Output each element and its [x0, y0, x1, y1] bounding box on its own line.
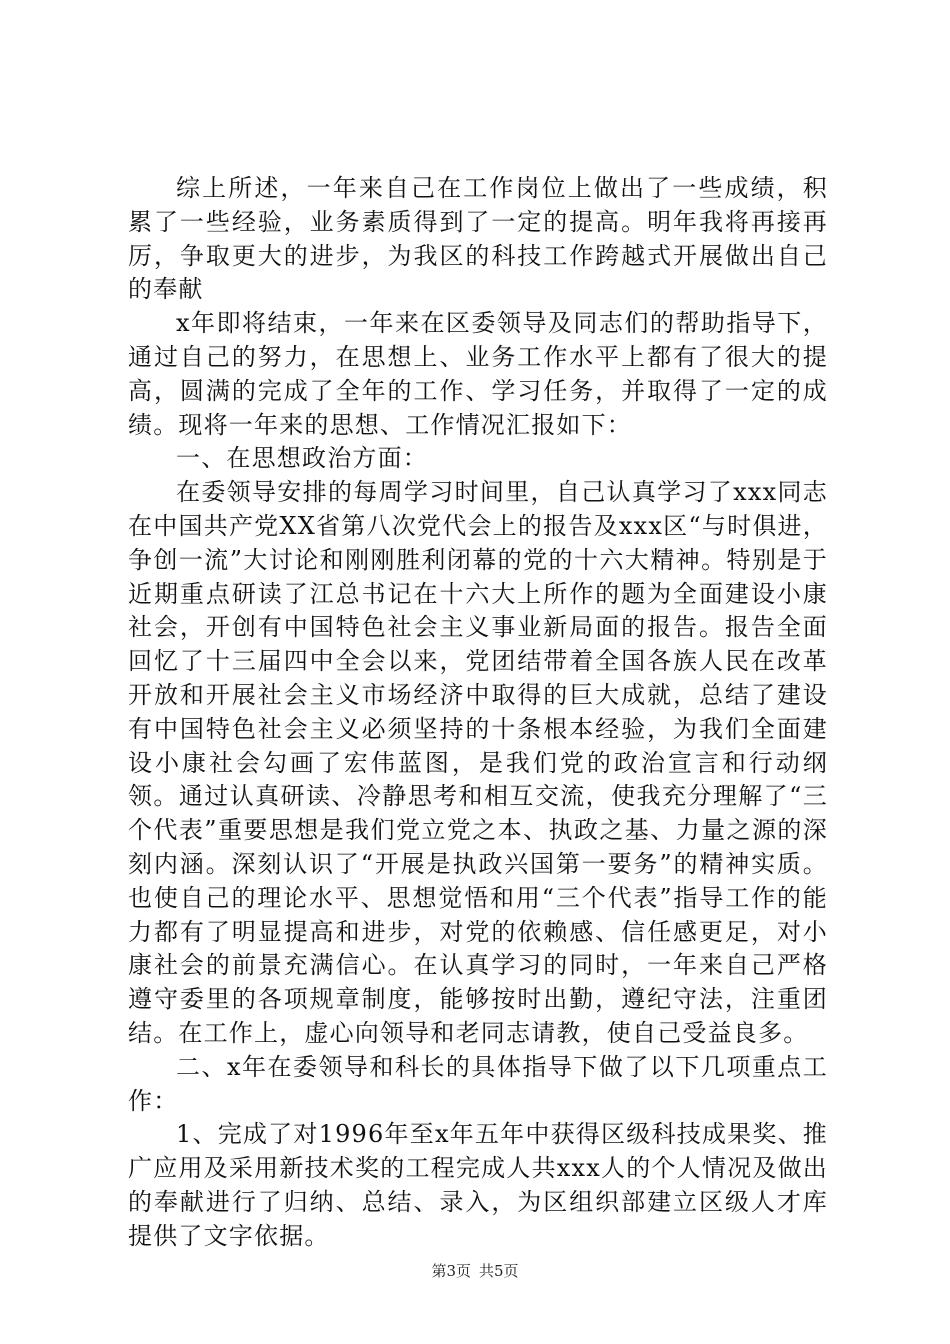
document-body [128, 172, 828, 1254]
section-heading-work: 二、x年在委领导和科长的具体指导下做了以下几项重点工作： [128, 1052, 828, 1115]
paragraph-intro: x年即将结束，一年来在区委领导及同志们的帮助指导下，通过自己的努力，在思想上、业务工作水平上都有了很大的提高，圆满的完成了全年的工作、学习任务，并取得了一定的成绩。现将一年来的思想、工作情况汇报如下： [128, 309, 828, 439]
paragraph-study: 在委领导安排的每周学习时间里，自己认真学习了xxx同志在中国共产党XX省第八次党代会上的报告及xxx区“与时俱进，争创一流”大讨论和刚刚胜利闭幕的党的十六大精神。特别是于近期重点研读了江总书记在十六大上所作的题为全面建设小康社会，开创有中国特色社会主义事业新局面的报告。报告全面回忆了十三届四中全会以来，党团结带着全国各族人民在改革开放和开展社会主义市场经济中取得的巨大成就，总结了建设有中国特色社会主义必须坚持的十条根本经验，为我们全面建设小康社会勾画了宏伟蓝图，是我们党的政治宣言和行动纲领。通过认真研读、冷静思考和相互交流，使我充分理解了“三个代表”重要思想是我们党立党之本、执政之基、力量之源的深刻内涵。深刻认识了“开展是执政兴国第一要务”的精神实质。也使自己的理论水平、思想觉悟和用“三个代表”指导工作的能力都有了明显提高和进步，对党的依赖感、信任感更足，对小康社会的前景充满信心。在认真学习的同时，一年来自己严格遵守委里的各项规章制度，能够按时出勤，遵纪守法，注重团结。在工作上，虚心向领导和老同志请教，使自己受益良多。 [128, 478, 828, 1047]
page-total: 共5页 [479, 1262, 519, 1280]
section-heading-political: 一、在思想政治方面： [176, 444, 428, 473]
paragraph-summary: 综上所述，一年来自己在工作岗位上做出了一些成绩，积累了一些经验，业务素质得到了一定的提高。明年我将再接再厉，争取更大的进步，为我区的科技工作跨越式开展做出自己的奉献 [128, 174, 828, 304]
page-footer [0, 1260, 950, 1281]
page-number: 第3页 [431, 1262, 471, 1280]
paragraph-item-1: 1、完成了对1996年至x年五年中获得区级科技成果奖、推广应用及采用新技术奖的工程完成人共xxx人的个人情况及做出的奉献进行了归纳、总结、录入，为区组织部建立区级人才库提供了文字依据。 [128, 1120, 828, 1250]
